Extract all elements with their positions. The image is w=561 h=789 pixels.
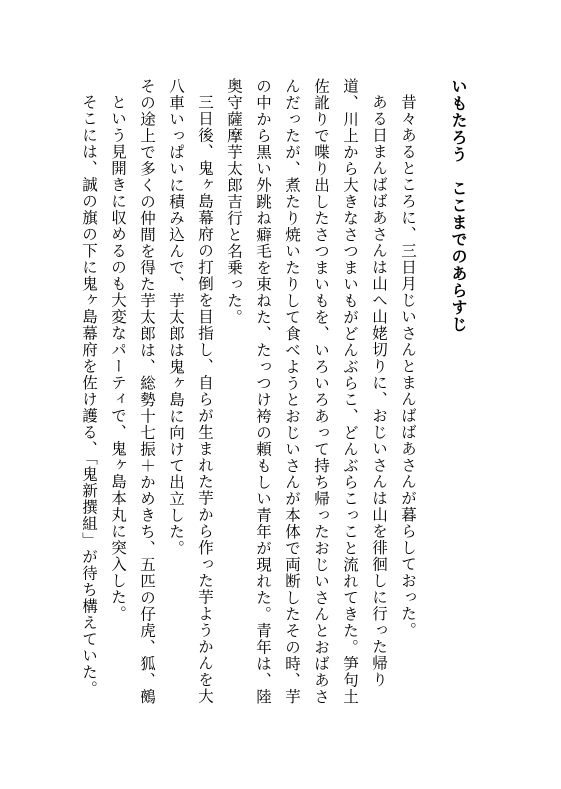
paragraph-4: その途上で多くの仲間を得た芋太郎は、総勢十七振＋かめきち、五匹の仔虎、狐、鵺という見開きに収めるのも大変なパーティで、鬼ヶ島本丸に突入した。 <box>109 78 156 705</box>
paragraph-1: 昔々あるところに、三日月じいさんとまんばばあさんが暮らしておった。 <box>399 93 417 638</box>
paragraph-5: そこには、誠の旗の下に鬼ヶ島幕府を佐け護る、「鬼新撰組」が待ち構えていた。 <box>80 93 98 697</box>
paragraph-3: 三日後、鬼ヶ島幕府の打倒を目指し、自らが生まれた芋から作った芋ようかんを大八車いっぱいに積み込んで、芋太郎は鬼ヶ島に向けて出立した。 <box>167 78 214 704</box>
paragraph-2: ある日まんばばあさんは山へ山姥切りに、おじいさんは山を徘徊しに行った帰り道、川上から大きなさつまいもがどんぶらこ、どんぶらこっこと流れてきた。笋句土佐訛りで喋り出したさつまいもを、いろいろあって持ち帰ったおじいさんとおばあさんだったが、煮たり焼いたりして食べようとおじいさんが本体で両断したその時、芋の中から黒い外跳ね癖毛を束ねた、たっつけ袴の頼もしい青年が現れた。青年は、陸奥守薩摩芋太郎吉行と名乗った。 <box>225 78 388 705</box>
document-title: いもたろう ここまでのあらすじ <box>449 78 468 333</box>
vertical-text-body <box>74 78 473 718</box>
